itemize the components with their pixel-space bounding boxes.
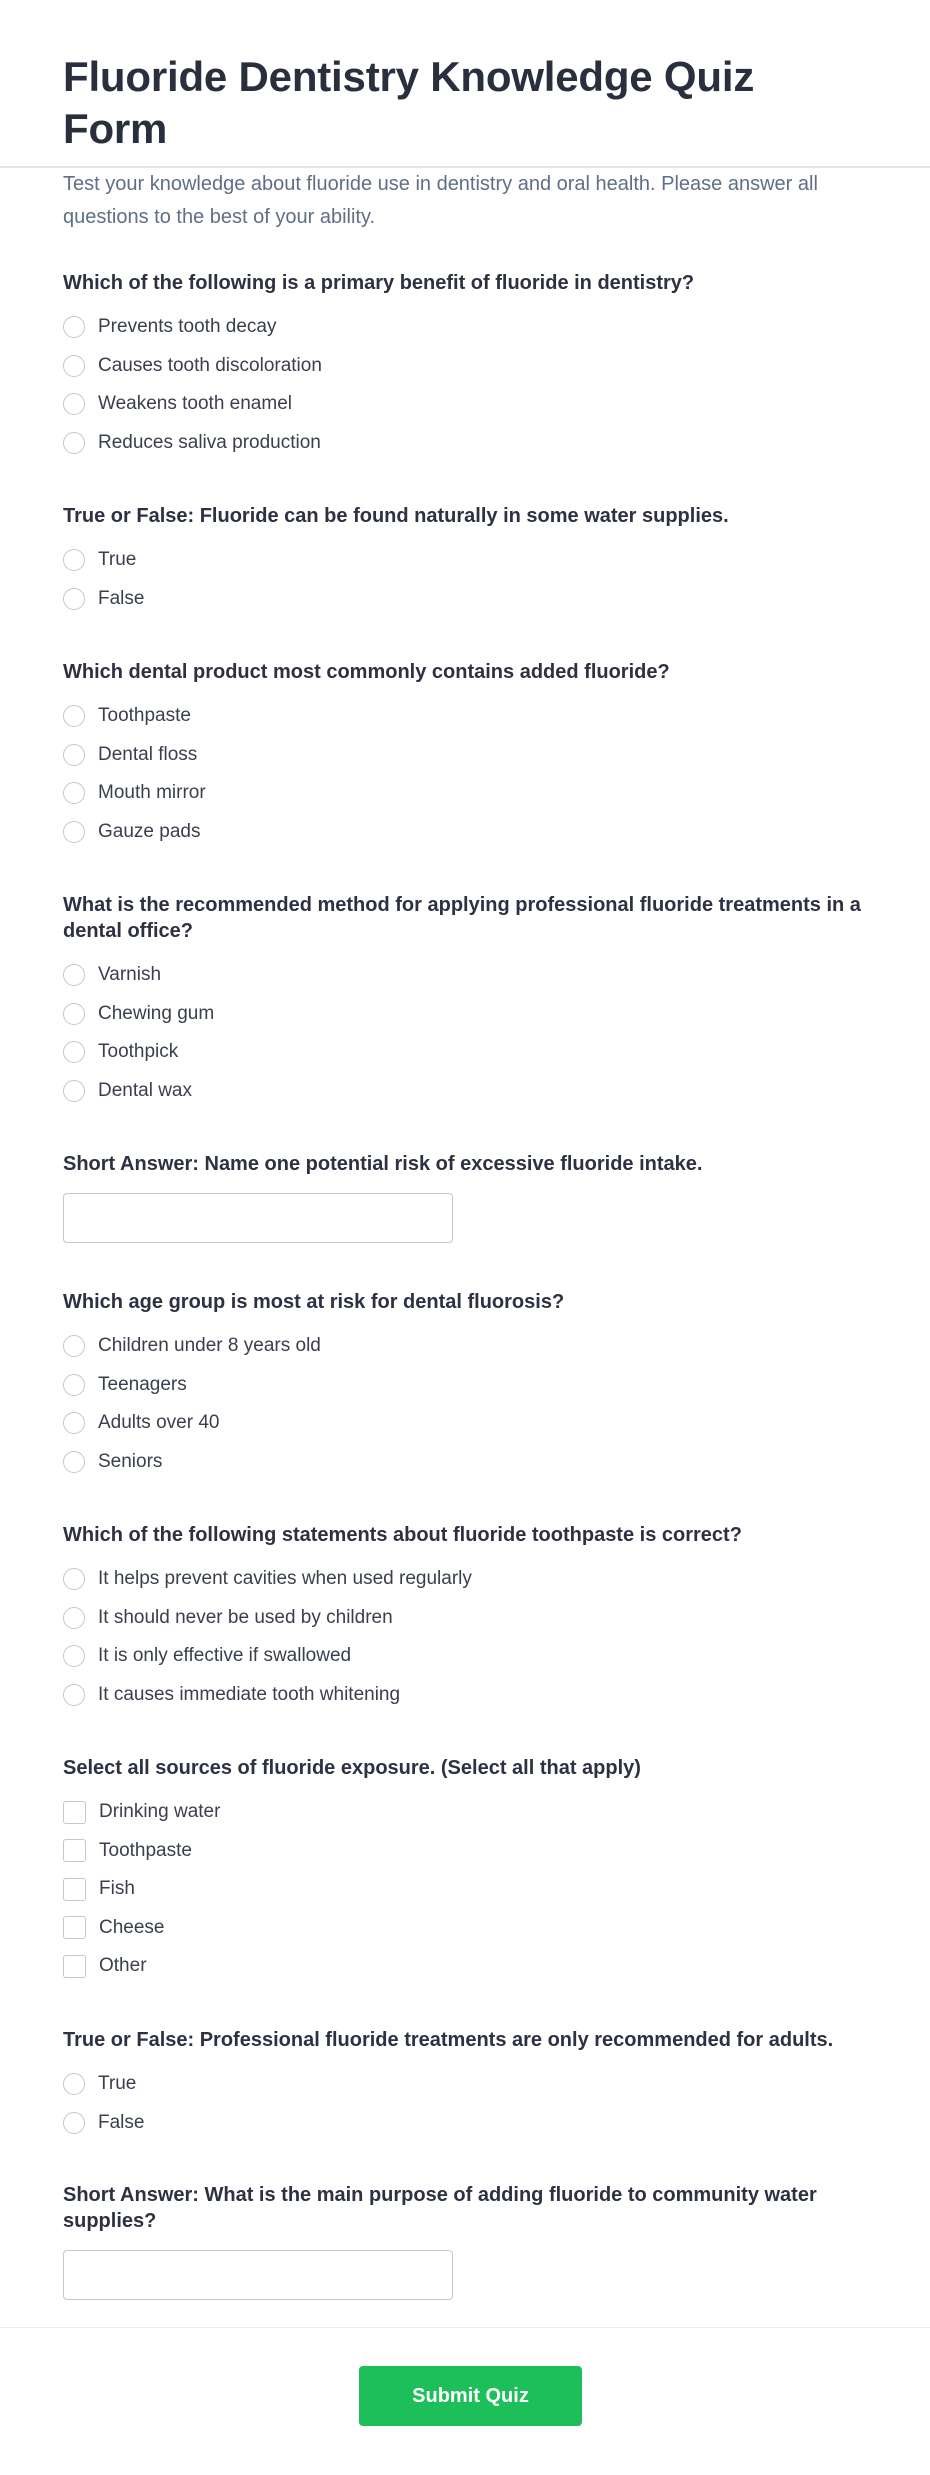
radio-button[interactable] <box>63 2073 85 2095</box>
option[interactable] <box>63 1072 873 1111</box>
question-2 <box>63 503 873 618</box>
radio-button[interactable] <box>63 782 85 804</box>
radio-button[interactable] <box>63 1003 85 1025</box>
option-label: Children under 8 years old <box>98 1335 321 1357</box>
question-text: True or False: Professional fluoride treatments are only recommended for adults. <box>63 2029 834 2051</box>
options-list <box>63 1327 873 1481</box>
radio-button[interactable] <box>63 588 85 610</box>
radio-button[interactable] <box>63 1568 85 1590</box>
option-label: Toothpaste <box>98 705 191 727</box>
radio-button[interactable] <box>63 1607 85 1629</box>
radio-button[interactable] <box>63 1374 85 1396</box>
submit-button[interactable]: Submit Quiz <box>359 2366 582 2426</box>
radio-button[interactable] <box>63 744 85 766</box>
question-text: Short Answer: What is the main purpose of adding fluoride to community water supplies? <box>63 2184 817 2232</box>
options-list <box>63 956 873 1110</box>
option[interactable] <box>63 385 873 424</box>
question-text: Which of the following statements about fluoride toothpaste is correct? <box>63 1524 742 1546</box>
radio-button[interactable] <box>63 1335 85 1357</box>
question-text: What is the recommended method for applying professional fluoride treatments in a dental office? <box>63 894 861 942</box>
radio-button[interactable] <box>63 393 85 415</box>
option[interactable] <box>63 995 873 1034</box>
option[interactable] <box>63 1793 873 1832</box>
option[interactable] <box>63 1443 873 1482</box>
option-label: Varnish <box>98 964 162 986</box>
options-list <box>63 1560 873 1714</box>
question-10 <box>63 2182 873 2300</box>
checkbox[interactable] <box>63 1955 86 1978</box>
option[interactable] <box>63 697 873 736</box>
question-text: Select all sources of fluoride exposure. (Select all that apply) <box>63 1757 641 1779</box>
option-label: Fish <box>99 1878 135 1900</box>
option-label: Mouth mirror <box>98 782 206 804</box>
short-answer-input[interactable] <box>63 1193 453 1243</box>
option-label: False <box>98 2111 145 2133</box>
option[interactable] <box>63 424 873 463</box>
options-list <box>63 541 873 618</box>
option[interactable] <box>63 2104 873 2143</box>
option[interactable] <box>63 1404 873 1443</box>
page-title: Fluoride Dentistry Knowledge Quiz Form <box>63 53 755 152</box>
radio-button[interactable] <box>63 1684 85 1706</box>
option-label: Teenagers <box>98 1373 187 1395</box>
option[interactable] <box>63 541 873 580</box>
option-label: Causes tooth discoloration <box>98 354 322 376</box>
checkbox[interactable] <box>63 1916 86 1939</box>
checkbox[interactable] <box>63 1801 86 1824</box>
option[interactable] <box>63 1947 873 1986</box>
option[interactable] <box>63 1637 873 1676</box>
option-label: True <box>98 549 137 571</box>
radio-button[interactable] <box>63 1451 85 1473</box>
options-list <box>63 697 873 851</box>
option[interactable] <box>63 736 873 775</box>
form-header <box>0 0 930 228</box>
option[interactable] <box>63 1327 873 1366</box>
option-label: Dental wax <box>98 1079 192 1101</box>
question-text: True or False: Fluoride can be found naturally in some water supplies. <box>63 505 729 527</box>
options-list <box>63 308 873 462</box>
radio-button[interactable] <box>63 705 85 727</box>
option[interactable] <box>63 347 873 386</box>
question-text: Which dental product most commonly contains added fluoride? <box>63 661 670 683</box>
page-subtitle: Test your knowledge about fluoride use in dentistry and oral health. Please answer all questions to the best of your ability. <box>63 173 818 228</box>
option-label: Toothpick <box>98 1041 179 1063</box>
option-label: True <box>98 2073 137 2095</box>
question-6 <box>63 1289 873 1481</box>
radio-button[interactable] <box>63 355 85 377</box>
checkbox[interactable] <box>63 1839 86 1862</box>
radio-button[interactable] <box>63 432 85 454</box>
question-text: Which age group is most at risk for dental fluorosis? <box>63 1291 565 1313</box>
option-label: It causes immediate tooth whitening <box>98 1683 401 1705</box>
option-label: Reduces saliva production <box>98 431 321 453</box>
question-4 <box>63 892 873 1110</box>
form-footer <box>0 2327 930 2475</box>
radio-button[interactable] <box>63 316 85 338</box>
option[interactable] <box>63 580 873 619</box>
option[interactable] <box>63 774 873 813</box>
option[interactable] <box>63 1560 873 1599</box>
option-label: Drinking water <box>99 1801 221 1823</box>
option-label: It should never be used by children <box>98 1606 393 1628</box>
option-label: Other <box>99 1955 147 1977</box>
radio-button[interactable] <box>63 821 85 843</box>
option[interactable] <box>63 1909 873 1948</box>
option[interactable] <box>63 1832 873 1871</box>
option[interactable] <box>63 956 873 995</box>
radio-button[interactable] <box>63 1080 85 1102</box>
radio-button[interactable] <box>63 2112 85 2134</box>
option-label: Weakens tooth enamel <box>98 393 292 415</box>
option-label: It helps prevent cavities when used regularly <box>98 1568 472 1590</box>
question-3 <box>63 659 873 851</box>
radio-button[interactable] <box>63 964 85 986</box>
option[interactable] <box>63 308 873 347</box>
option[interactable] <box>63 1870 873 1909</box>
option-label: Dental floss <box>98 743 198 765</box>
question-text: Which of the following is a primary benefit of fluoride in dentistry? <box>63 272 695 294</box>
question-1 <box>63 270 873 462</box>
option-label: Cheese <box>99 1916 165 1938</box>
radio-button[interactable] <box>63 1412 85 1434</box>
question-7 <box>63 1522 873 1714</box>
option[interactable] <box>63 813 873 852</box>
option-label: Prevents tooth decay <box>98 316 277 338</box>
option-label: Chewing gum <box>98 1002 215 1024</box>
option-label: Toothpaste <box>99 1839 192 1861</box>
option-label: Adults over 40 <box>98 1412 220 1434</box>
option[interactable] <box>63 1033 873 1072</box>
question-8 <box>63 1755 873 1986</box>
option-label: Seniors <box>98 1450 163 1472</box>
option[interactable] <box>63 1676 873 1715</box>
question-9 <box>63 2027 873 2142</box>
short-answer-input[interactable] <box>63 2250 453 2300</box>
radio-button[interactable] <box>63 1645 85 1667</box>
checkbox[interactable] <box>63 1878 86 1901</box>
options-list <box>63 1793 873 1986</box>
options-list <box>63 2065 873 2142</box>
question-text: Short Answer: Name one potential risk of excessive fluoride intake. <box>63 1153 703 1175</box>
radio-button[interactable] <box>63 1041 85 1063</box>
question-5 <box>63 1151 873 1243</box>
option-label: Gauze pads <box>98 820 201 842</box>
option[interactable] <box>63 2065 873 2104</box>
radio-button[interactable] <box>63 549 85 571</box>
option-label: False <box>98 587 145 609</box>
option[interactable] <box>63 1599 873 1638</box>
option[interactable] <box>63 1366 873 1405</box>
option-label: It is only effective if swallowed <box>98 1645 352 1667</box>
